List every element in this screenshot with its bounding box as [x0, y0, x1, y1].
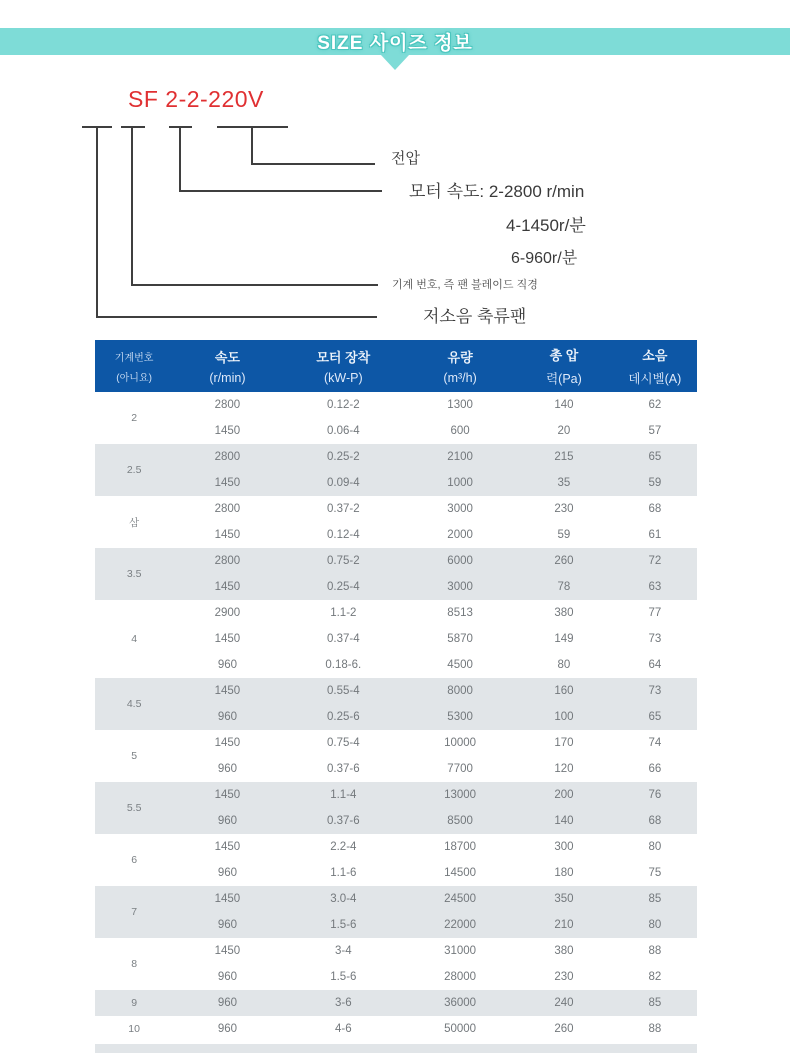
table-cell: 7700 — [447, 763, 473, 775]
label-machine-number: 기계 번호, 즉 팬 블레이드 직경 — [392, 279, 538, 291]
table-cell: 140 — [554, 815, 574, 827]
table-cell: 600 — [450, 425, 470, 437]
table-cell: 68 — [648, 503, 662, 515]
table-cell: 5870 — [447, 633, 473, 645]
header-pressure: 총 압 력(Pa) — [546, 348, 582, 386]
table-cell: 80 — [648, 841, 662, 853]
table-row — [95, 470, 697, 496]
table-cell: 1450 — [214, 841, 241, 853]
table-cell: 5300 — [447, 711, 473, 723]
table-cell: 3-4 — [335, 945, 352, 957]
table-cell: 73 — [648, 633, 662, 645]
diagram-stem-sf — [96, 126, 98, 318]
table-cell: 140 — [554, 399, 574, 411]
table-cell: 230 — [554, 971, 574, 983]
table-cell: 63 — [648, 581, 662, 593]
table-cell: 960 — [217, 659, 238, 671]
diagram-leader-motorspeed — [179, 190, 382, 192]
table-cell: 2800 — [214, 399, 241, 411]
table-cell: 18700 — [444, 841, 477, 853]
cell-machine-no: 2.5 — [126, 464, 142, 476]
header-speed: 속도 (r/min) — [209, 350, 246, 385]
table-cell: 1450 — [214, 685, 241, 697]
table-cell: 215 — [554, 451, 574, 463]
table-cell: 1.5-6 — [330, 919, 357, 931]
table-cell: 149 — [554, 633, 574, 645]
diagram-stem-size — [131, 126, 133, 286]
table-cell: 80 — [648, 919, 662, 931]
table-cell: 4-6 — [335, 1023, 352, 1035]
table-cell: 0.75-4 — [327, 737, 360, 749]
table-cell: 1450 — [214, 581, 241, 593]
table-cell: 78 — [557, 581, 571, 593]
label-speed-6pole: 6-960r/분 — [511, 250, 578, 267]
table-cell: 8500 — [447, 815, 473, 827]
table-row — [95, 652, 697, 678]
diagram-tick-size — [121, 126, 145, 128]
table-row — [95, 756, 697, 782]
table-cell: 1450 — [214, 789, 241, 801]
table-cell: 260 — [554, 555, 574, 567]
table-cell: 960 — [217, 919, 238, 931]
table-cell: 88 — [648, 945, 662, 957]
table-cell: 1.1-6 — [330, 867, 357, 879]
table-row — [95, 990, 697, 1016]
section-banner — [0, 28, 790, 55]
table-cell: 200 — [554, 789, 574, 801]
label-speed-4pole: 4-1450r/분 — [506, 216, 586, 235]
table-cell: 85 — [648, 997, 662, 1009]
table-cell: 300 — [554, 841, 574, 853]
table-cell: 1300 — [447, 399, 473, 411]
table-cell: 960 — [217, 815, 238, 827]
table-cell: 65 — [648, 451, 662, 463]
table-cell: 180 — [554, 867, 574, 879]
table-row — [95, 860, 697, 886]
label-voltage: 전압 — [391, 150, 420, 167]
cell-machine-no: 삼 — [129, 516, 140, 529]
table-row — [95, 548, 697, 574]
table-cell: 72 — [648, 555, 662, 567]
table-cell: 14500 — [444, 867, 477, 879]
table-cell: 31000 — [444, 945, 477, 957]
table-cell: 2900 — [214, 607, 241, 619]
spec-table — [95, 340, 697, 1042]
table-cell: 59 — [648, 477, 662, 489]
cell-machine-no: 2 — [131, 412, 138, 424]
table-cell: 20 — [557, 425, 571, 437]
table-cell: 0.12-2 — [327, 399, 360, 411]
table-cell: 960 — [217, 1023, 238, 1035]
table-cell: 74 — [648, 737, 662, 749]
table-cell: 350 — [554, 893, 574, 905]
table-cell: 0.25-2 — [327, 451, 360, 463]
table-cell: 73 — [648, 685, 662, 697]
cell-machine-no: 3.5 — [126, 568, 142, 580]
table-row — [95, 574, 697, 600]
diagram-stem-voltage — [251, 126, 253, 165]
table-cell: 0.06-4 — [327, 425, 360, 437]
cell-machine-no: 5 — [131, 750, 138, 762]
table-cell: 22000 — [444, 919, 477, 931]
table-row — [95, 834, 697, 860]
table-row — [95, 444, 697, 470]
table-row — [95, 782, 697, 808]
table-row — [95, 1016, 697, 1042]
table-cell: 57 — [648, 425, 662, 437]
table-cell: 28000 — [444, 971, 477, 983]
table-cell: 75 — [648, 867, 662, 879]
table-cell: 0.25-6 — [327, 711, 360, 723]
table-cell: 2000 — [447, 529, 473, 541]
cell-machine-no: 4.5 — [126, 698, 142, 710]
table-cell: 77 — [648, 607, 662, 619]
table-cell: 960 — [217, 711, 238, 723]
table-cell: 0.37-4 — [327, 633, 360, 645]
table-cell: 1450 — [214, 893, 241, 905]
table-row — [95, 496, 697, 522]
section-title: SIZE 사이즈 정보 — [317, 33, 473, 54]
table-row — [95, 938, 697, 964]
table-cell: 0.09-4 — [327, 477, 360, 489]
table-bottom-strip — [95, 1044, 697, 1053]
spec-table-wrap — [95, 340, 697, 1042]
table-cell: 380 — [554, 607, 574, 619]
table-cell: 0.12-4 — [327, 529, 360, 541]
diagram-leader-voltage — [251, 163, 375, 165]
table-cell: 64 — [648, 659, 662, 671]
table-cell: 1.1-2 — [330, 607, 357, 619]
table-cell: 1450 — [214, 425, 241, 437]
table-row — [95, 600, 697, 626]
banner-pointer-triangle-icon — [381, 55, 409, 70]
cell-machine-no: 5.5 — [126, 802, 142, 814]
label-motor-speed: 모터 속도: 2-2800 r/min — [409, 182, 585, 201]
table-cell: 210 — [554, 919, 574, 931]
table-cell: 960 — [217, 971, 238, 983]
table-cell: 35 — [557, 477, 571, 489]
table-cell: 2100 — [447, 451, 473, 463]
table-cell: 0.37-6 — [327, 763, 360, 775]
diagram-leader-fantype — [96, 316, 377, 318]
table-header-row — [95, 340, 697, 392]
table-cell: 1.1-4 — [330, 789, 357, 801]
table-cell: 3000 — [447, 503, 473, 515]
table-row — [95, 730, 697, 756]
table-cell: 59 — [557, 529, 571, 541]
table-cell: 380 — [554, 945, 574, 957]
table-cell: 2.2-4 — [330, 841, 357, 853]
table-cell: 960 — [217, 763, 238, 775]
table-cell: 260 — [554, 1023, 574, 1035]
table-cell: 68 — [648, 815, 662, 827]
table-cell: 1450 — [214, 737, 241, 749]
table-cell: 8513 — [447, 607, 473, 619]
table-cell: 4500 — [447, 659, 473, 671]
table-cell: 960 — [217, 867, 238, 879]
diagram-stem-poles — [179, 126, 181, 192]
table-cell: 240 — [554, 997, 574, 1009]
table-cell: 960 — [217, 997, 238, 1009]
table-cell: 65 — [648, 711, 662, 723]
table-cell: 3000 — [447, 581, 473, 593]
table-cell: 85 — [648, 893, 662, 905]
table-cell: 170 — [554, 737, 574, 749]
table-cell: 0.25-4 — [327, 581, 360, 593]
table-row — [95, 964, 697, 990]
table-cell: 1.5-6 — [330, 971, 357, 983]
table-cell: 0.75-2 — [327, 555, 360, 567]
table-cell: 160 — [554, 685, 574, 697]
table-cell: 24500 — [444, 893, 477, 905]
table-cell: 120 — [554, 763, 574, 775]
table-cell: 2800 — [214, 555, 241, 567]
table-row — [95, 626, 697, 652]
cell-machine-no: 4 — [131, 633, 138, 645]
header-flow: 유량 (m³/h) — [443, 350, 477, 385]
diagram-leader-machine — [131, 284, 378, 286]
table-cell: 0.37-2 — [327, 503, 360, 515]
table-row — [95, 418, 697, 444]
table-cell: 3-6 — [335, 997, 352, 1009]
cell-machine-no: 9 — [131, 997, 138, 1009]
table-cell: 1450 — [214, 633, 241, 645]
table-cell: 36000 — [444, 997, 477, 1009]
table-cell: 50000 — [444, 1023, 477, 1035]
header-machine-no: 기계번호 (아니요) — [114, 352, 154, 384]
table-cell: 82 — [648, 971, 662, 983]
table-row — [95, 522, 697, 548]
table-cell: 1000 — [447, 477, 473, 489]
header-noise: 소음 데시벨(A) — [628, 348, 682, 386]
table-row — [95, 392, 697, 418]
table-cell: 88 — [648, 1023, 662, 1035]
table-cell: 0.37-6 — [327, 815, 360, 827]
table-cell: 66 — [648, 763, 662, 775]
cell-machine-no: 10 — [128, 1023, 140, 1035]
table-row — [95, 912, 697, 938]
table-cell: 1450 — [214, 477, 241, 489]
table-row — [95, 808, 697, 834]
table-cell: 0.18-6. — [325, 659, 362, 671]
cell-machine-no: 6 — [131, 854, 138, 866]
table-row — [95, 678, 697, 704]
table-row — [95, 704, 697, 730]
table-cell: 8000 — [447, 685, 473, 697]
table-row — [95, 886, 697, 912]
table-cell: 10000 — [444, 737, 477, 749]
cell-machine-no: 8 — [131, 958, 138, 970]
table-cell: 80 — [557, 659, 571, 671]
model-code: SF 2-2-220V — [128, 86, 264, 112]
table-cell: 100 — [554, 711, 574, 723]
table-cell: 76 — [648, 789, 662, 801]
table-cell: 2800 — [214, 451, 241, 463]
table-cell: 2800 — [214, 503, 241, 515]
table-cell: 1450 — [214, 529, 241, 541]
header-motor: 모터 장착 (kW-P) — [316, 350, 371, 385]
label-fan-type: 저소음 축류팬 — [423, 307, 527, 326]
cell-machine-no: 7 — [131, 906, 138, 918]
table-cell: 230 — [554, 503, 574, 515]
table-cell: 62 — [648, 399, 662, 411]
table-cell: 6000 — [447, 555, 473, 567]
table-cell: 61 — [648, 529, 662, 541]
table-cell: 13000 — [444, 789, 477, 801]
table-cell: 3.0-4 — [330, 893, 357, 905]
table-cell: 1450 — [214, 945, 241, 957]
table-cell: 0.55-4 — [327, 685, 360, 697]
